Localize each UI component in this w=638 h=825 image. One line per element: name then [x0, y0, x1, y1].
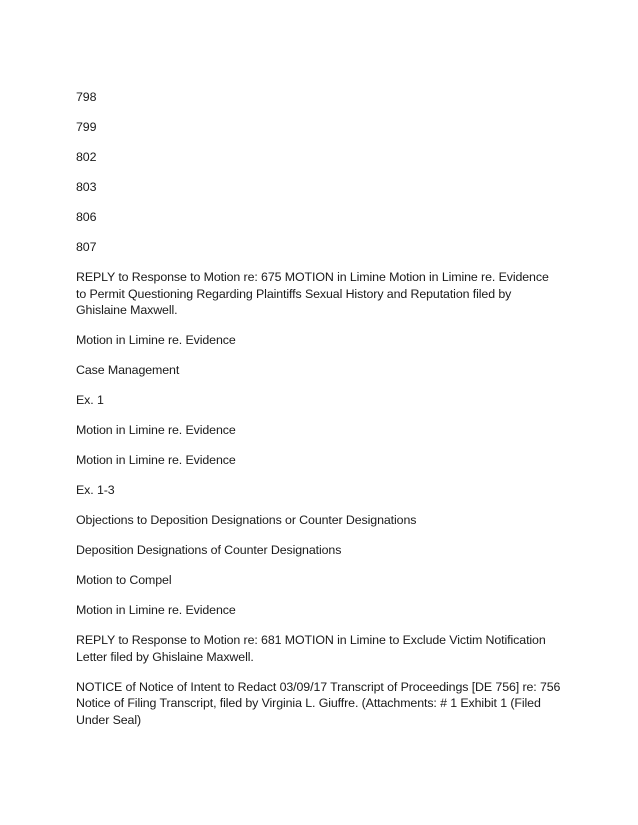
- docket-entry-description: Motion in Limine re. Evidence: [76, 423, 236, 437]
- docket-entry-description: Motion in Limine re. Evidence: [76, 333, 236, 347]
- docket-number: 799: [76, 120, 97, 134]
- docket-entry-description: Case Management: [76, 363, 180, 377]
- docket-entry-description: REPLY to Response to Motion re: 681 MOTION in Limine to Exclude Victim Notification Letter filed by Ghislaine Maxwell.: [76, 633, 546, 664]
- docket-entry-description: Deposition Designations of Counter Designations: [76, 543, 342, 557]
- document-body: [76, 89, 562, 742]
- docket-entry-description: Ex. 1: [76, 393, 104, 407]
- docket-entry-description: Objections to Deposition Designations or Counter Designations: [76, 513, 417, 527]
- docket-entry-description: Motion in Limine re. Evidence: [76, 453, 236, 467]
- docket-number: 807: [76, 240, 97, 254]
- docket-entry-description: NOTICE of Notice of Intent to Redact 03/09/17 Transcript of Proceedings [DE 756] re: 756 Notice of Filing Transcript, filed by Virginia L. Giuffre. (Attachments: # 1 Exhibit 1 (Filed Under Seal): [76, 679, 561, 727]
- docket-number: 803: [76, 180, 97, 194]
- docket-number: 802: [76, 150, 97, 164]
- docket-entry-description: Motion in Limine re. Evidence: [76, 603, 236, 617]
- docket-entry-description: REPLY to Response to Motion re: 675 MOTION in Limine Motion in Limine re. Evidence to Permit Questioning Regarding Plaintiffs Sexual History and Reputation filed by Ghislaine Maxwell.: [76, 270, 549, 317]
- docket-number: 806: [76, 210, 97, 224]
- docket-number: 798: [76, 90, 97, 104]
- docket-entry-description: Motion to Compel: [76, 573, 172, 587]
- docket-entry-description: Ex. 1-3: [76, 483, 115, 497]
